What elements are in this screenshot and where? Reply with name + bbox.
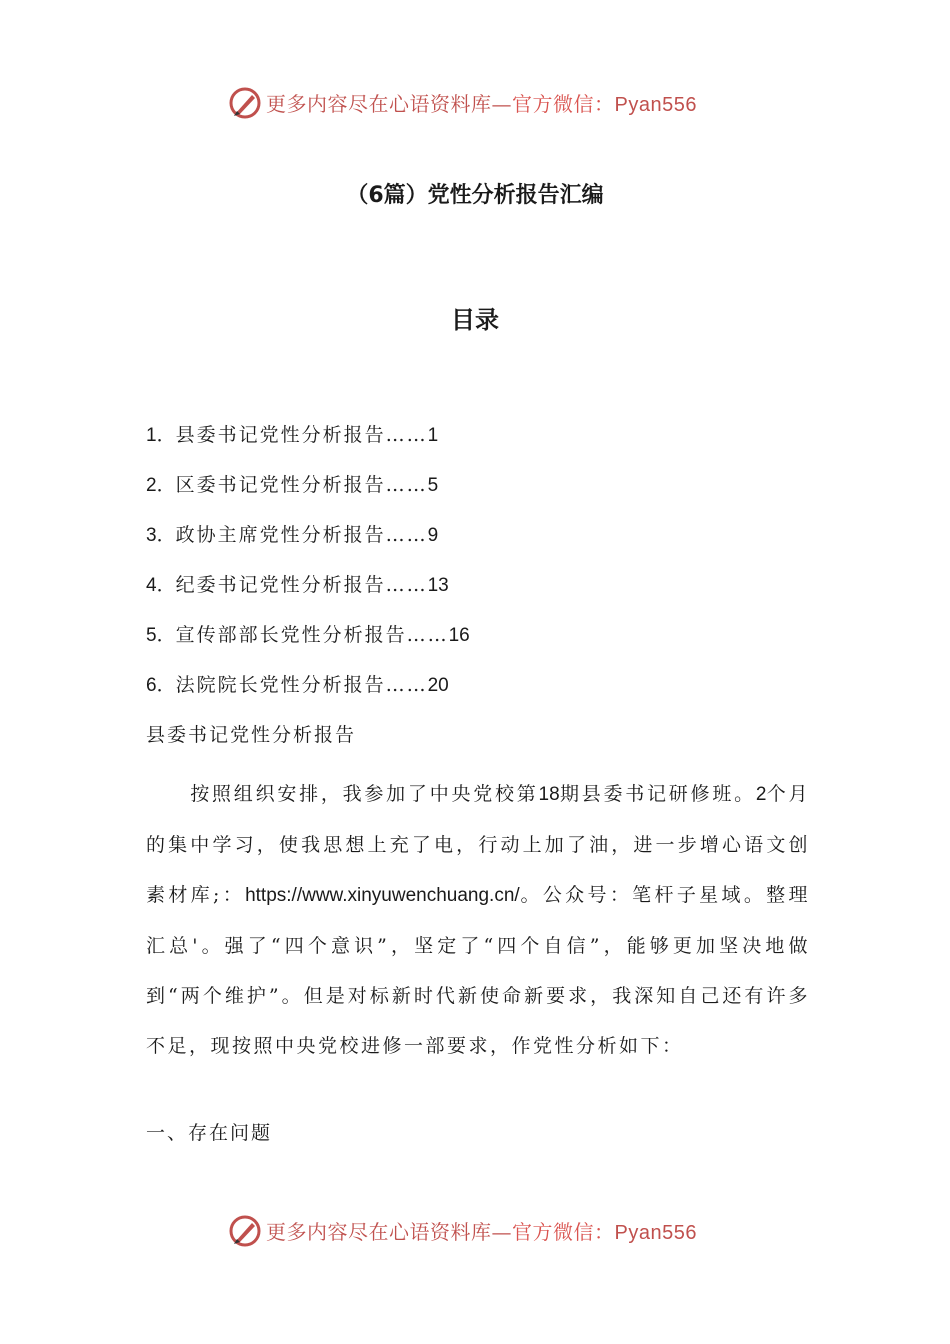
toc-item[interactable]: 3．政协主席党性分析报告……9 [146, 524, 439, 546]
footer-banner [0, 1212, 950, 1252]
table-of-contents [146, 420, 470, 720]
banner-text: 更多内容尽在心语资料库—官方微信：Pyan556 [266, 92, 697, 116]
toc-item[interactable]: 6．法院院长党性分析报告……20 [146, 674, 449, 696]
website-link[interactable]: https://www.xinyuwenchuang.cn/ [245, 885, 520, 906]
header-banner [0, 84, 950, 124]
body-paragraph: 按照组织安排，我参加了中央党校第18期县委书记研修班。2个月的集中学习，使我思想上充了电，行动上加了油，进一步增心语文创素材库;：https://www.xinyuwenchuang.cn/。公众号：笔杆子星域。整理汇总'。强了“四个意识”，坚定了“四个自信”，能够更加坚决地做到“两个维护”。但是对标新时代新使命新要求，我深知自己还有许多不足，现按照中央党校进修一部要求，作党性分析如下： [146, 783, 810, 1057]
subheading: 一、存在问题 [146, 1122, 273, 1144]
pen-logo-icon [228, 86, 262, 120]
banner-text: 更多内容尽在心语资料库—官方微信：Pyan556 [266, 1220, 697, 1244]
toc-item[interactable]: 2．区委书记党性分析报告……5 [146, 474, 439, 496]
document-title: （6篇）党性分析报告汇编 [346, 183, 604, 208]
toc-heading: 目录 [451, 306, 499, 334]
toc-item[interactable]: 5．宣传部部长党性分析报告……16 [146, 624, 470, 646]
toc-item[interactable]: 4．纪委书记党性分析报告……13 [146, 574, 449, 596]
toc-item[interactable]: 1．县委书记党性分析报告……1 [146, 424, 439, 446]
section-title: 县委书记党性分析报告 [146, 724, 357, 746]
pen-logo-icon [228, 1214, 262, 1248]
